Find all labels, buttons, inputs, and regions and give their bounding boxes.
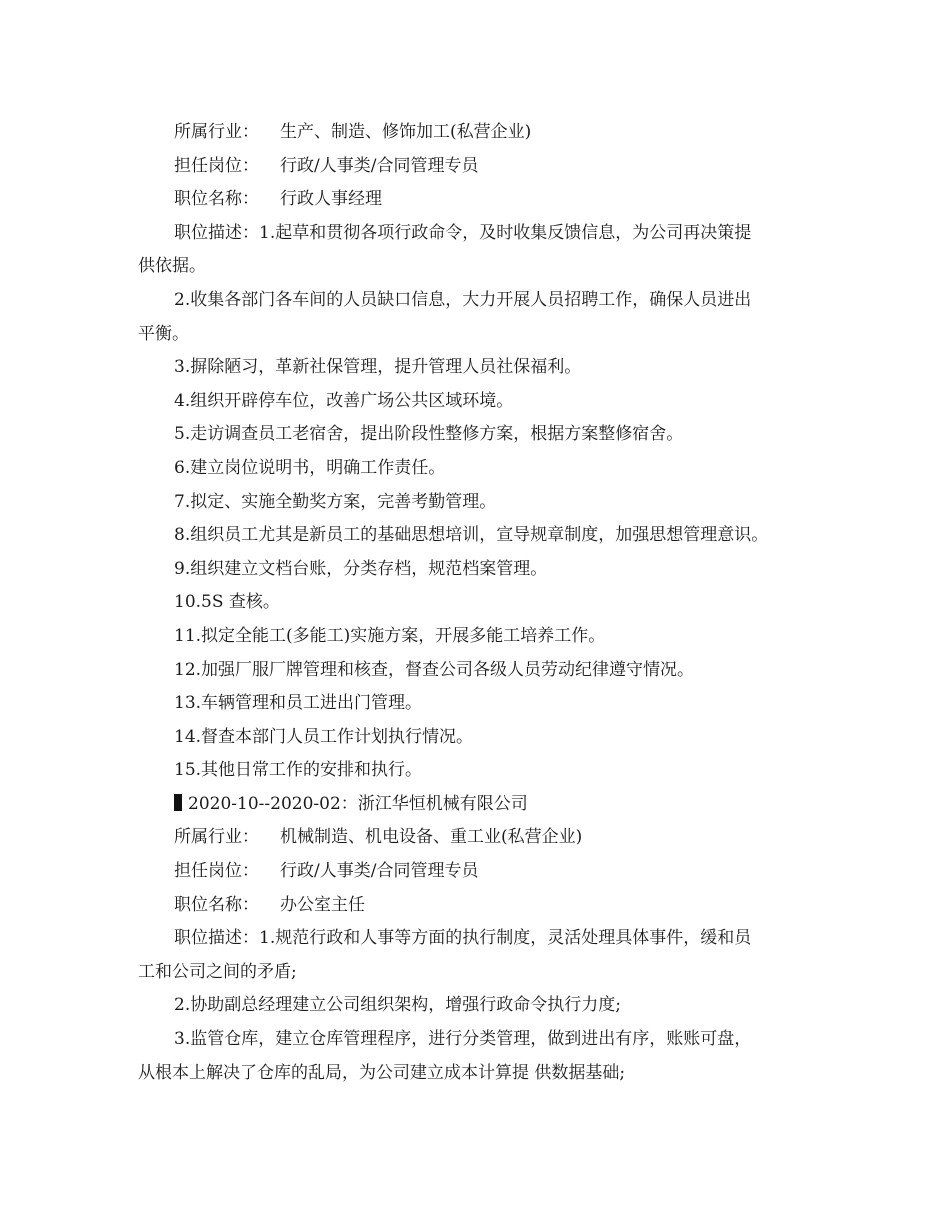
job2-header-text: 2020-10--2020-02：浙江华恒机械有限公司 (188, 793, 528, 814)
job2-desc-line: 3.监管仓库，建立仓库管理程序，进行分类管理，做到进出有序，账账可盘， (174, 1029, 752, 1050)
job2-title-value: 办公室主任 (280, 894, 365, 915)
job1-desc-line: 12.加强厂服厂牌管理和核查，督查公司各级人员劳动纪律遵守情况。 (174, 659, 695, 680)
job1-desc-line: 9.组织建立文档台账，分类存档，规范档案管理。 (174, 558, 548, 579)
job1-position-row (138, 150, 818, 184)
job2-industry-label: 所属行业： (174, 827, 259, 848)
job1-industry-value: 生产、制造、修饰加工(私营企业) (280, 122, 532, 142)
job1-desc-line: 6.建立岗位说明书，明确工作责任。 (174, 457, 446, 478)
job2-position-label: 担任岗位： (174, 861, 259, 882)
job1-desc-line: 3.摒除陋习，革新社保管理，提升管理人员社保福利。 (174, 357, 582, 378)
job2-title-label: 职位名称： (174, 894, 259, 915)
job1-title-value: 行政人事经理 (280, 189, 382, 210)
job1-desc-line: 5.走访调查员工老宿舍，提出阶段性整修方案，根据方案整修宿舍。 (174, 424, 684, 445)
job2-desc-line: 2.协助副总经理建立公司组织架构，增强行政命令执行力度; (174, 995, 621, 1016)
document-body (138, 116, 818, 1090)
job1-desc-line: 15.其他日常工作的安排和执行。 (174, 760, 423, 781)
job1-desc-line: 职位描述：1.起草和贯彻各项行政命令，及时收集反馈信息，为公司再决策提 (174, 222, 752, 243)
section-marker-icon (174, 794, 182, 811)
job2-desc-line: 工和公司之间的矛盾; (138, 961, 297, 982)
job1-desc-line: 平衡。 (138, 323, 189, 344)
job1-desc-line: 供依据。 (138, 256, 206, 277)
job1-desc-line: 14.督查本部门人员工作计划执行情况。 (174, 726, 474, 747)
job1-position-value: 行政/人事类/合同管理专员 (280, 155, 479, 176)
job1-desc-line: 7.拟定、实施全勤奖方案，完善考勤管理。 (174, 491, 497, 512)
job2-position-value: 行政/人事类/合同管理专员 (280, 861, 479, 882)
job2-desc-line: 从根本上解决了仓库的乱局，为公司建立成本计算提 供数据基础; (138, 1062, 626, 1083)
job1-title-row (138, 183, 818, 217)
job1-desc-line: 8.组织员工尤其是新员工的基础思想培训，宣导规章制度，加强思想管理意识。 (174, 525, 769, 546)
job2-position-row (138, 855, 818, 889)
job2-header (138, 788, 818, 822)
job2-industry-value: 机械制造、机电设备、重工业(私营企业) (280, 827, 583, 848)
job1-industry-label: 所属行业： (174, 122, 259, 142)
job2-title-row (138, 889, 818, 923)
job2-desc-line: 职位描述：1.规范行政和人事等方面的执行制度，灵活处理具体事件，缓和员 (174, 928, 752, 949)
job1-desc-line: 4.组织开辟停车位，改善广场公共区域环境。 (174, 390, 514, 411)
job1-industry-row (138, 116, 818, 150)
job1-desc-line: 2.收集各部门各车间的人员缺口信息，大力开展人员招聘工作，确保人员进出 (174, 289, 752, 310)
job1-desc-line: 10.5S 查核。 (174, 592, 280, 613)
job1-title-label: 职位名称： (174, 189, 259, 210)
job2-industry-row (138, 821, 818, 855)
job1-desc-line: 13.车辆管理和员工进出门管理。 (174, 693, 423, 714)
job1-desc-line: 11.拟定全能工(多能工)实施方案，开展多能工培养工作。 (174, 625, 606, 646)
job1-position-label: 担任岗位： (174, 155, 259, 176)
